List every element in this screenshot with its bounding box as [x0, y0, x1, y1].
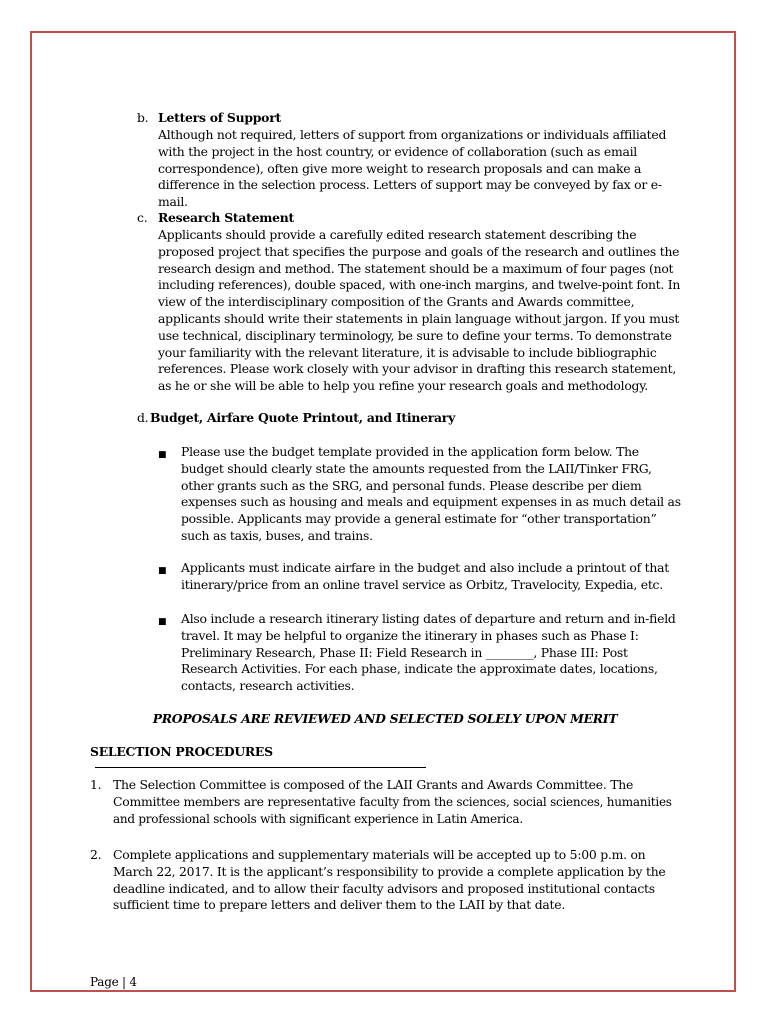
selection-item-1	[113, 777, 683, 827]
title-divider	[95, 767, 426, 768]
selection-procedures-title: SELECTION PROCEDURES	[90, 744, 273, 759]
section-d-marker: d.	[137, 410, 149, 425]
selection-item-2: Complete applications and supplementary materials will be accepted up to 5:00 p.m. on March 22, 2017. It is the applicant’s responsibility to provide a complete application by the deadline indicated, and to allow their faculty advisors and proposed institutional contacts sufficient time to prepare letters and deliver them to the LAII by that date.	[113, 847, 666, 913]
square-bullet-icon: ■	[158, 566, 167, 576]
airfare-bullet-item: Applicants must indicate airfare in the budget and also include a printout of that itinerary/price from an online travel service as Orbitz, Travelocity, Expedia, etc.	[181, 560, 669, 592]
square-bullet-icon: ■	[158, 617, 167, 627]
budget-bullet-item: Please use the budget template provided in the application form below. The budget should clearly state the amounts requested from the LAII/Tinker FRG, other grants such as the SRG, and personal funds. Please describe per diem expenses such as housing and meals and equipment expenses in as much detail as possible. Applicants may provide a general estimate for “other transportation” such as taxis, buses, and trains.	[181, 444, 681, 543]
merit-note: PROPOSALS ARE REVIEWED AND SELECTED SOLELY UPON MERIT	[152, 711, 618, 726]
section-c-title: Research Statement	[158, 210, 294, 225]
itinerary-bullet-item: Also include a research itinerary listing dates of departure and return and in-field travel. It may be helpful to organize the itinerary in phases such as Phase I: Preliminary Research, Phase II: Field Research in ________, Phase III: Post Research Activities. For each phase, indicate the approximate dates, locations, contacts, research activities.	[181, 611, 676, 694]
selection-item-1-text-b: faculty from the sciences, social sciences, humanities and professional schools with significant experience in Latin America.	[113, 794, 672, 826]
section-c-body: Applicants should provide a carefully edited research statement describing the proposed project that specifies the purpose and goals of the research and outlines the research design and method. The statement should be a maximum of four pages (not including references), double spaced, with one-inch margins, and twelve-point font. In view of the interdisciplinary composition of the Grants and Awards committee, applicants should write their statements in plain language without jargon. If you must use technical, disciplinary terminology, be sure to define your terms. To demonstrate your familiarity with the relevant literature, it is advisable to include bibliographic references. Please work closely with your advisor in drafting this research statement, as he or she will be able to help you refine your research goals and methodology.	[158, 227, 681, 394]
page-number: Page | 4	[90, 975, 137, 989]
section-c-marker: c.	[137, 210, 148, 225]
selection-item-1-text-a: The Selection Committee is composed of the LAII Grants and Awards Committee. The Committee members are representative	[113, 777, 634, 809]
square-bullet-icon: ■	[158, 450, 167, 460]
section-d-title: Budget, Airfare Quote Printout, and Itinerary	[150, 410, 456, 425]
section-b-title: Letters of Support	[158, 110, 281, 125]
section-b-marker: b.	[137, 110, 149, 125]
section-b-body: Although not required, letters of support from organizations or individuals affiliated with the project in the host country, or evidence of collaboration (such as email correspondence), often give more weight to research proposals and can make a difference in the selection process. Letters of support may be conveyed by fax or e-mail.	[158, 127, 667, 210]
selection-item-number: 1.	[90, 777, 102, 792]
selection-item-number: 2.	[90, 847, 102, 862]
